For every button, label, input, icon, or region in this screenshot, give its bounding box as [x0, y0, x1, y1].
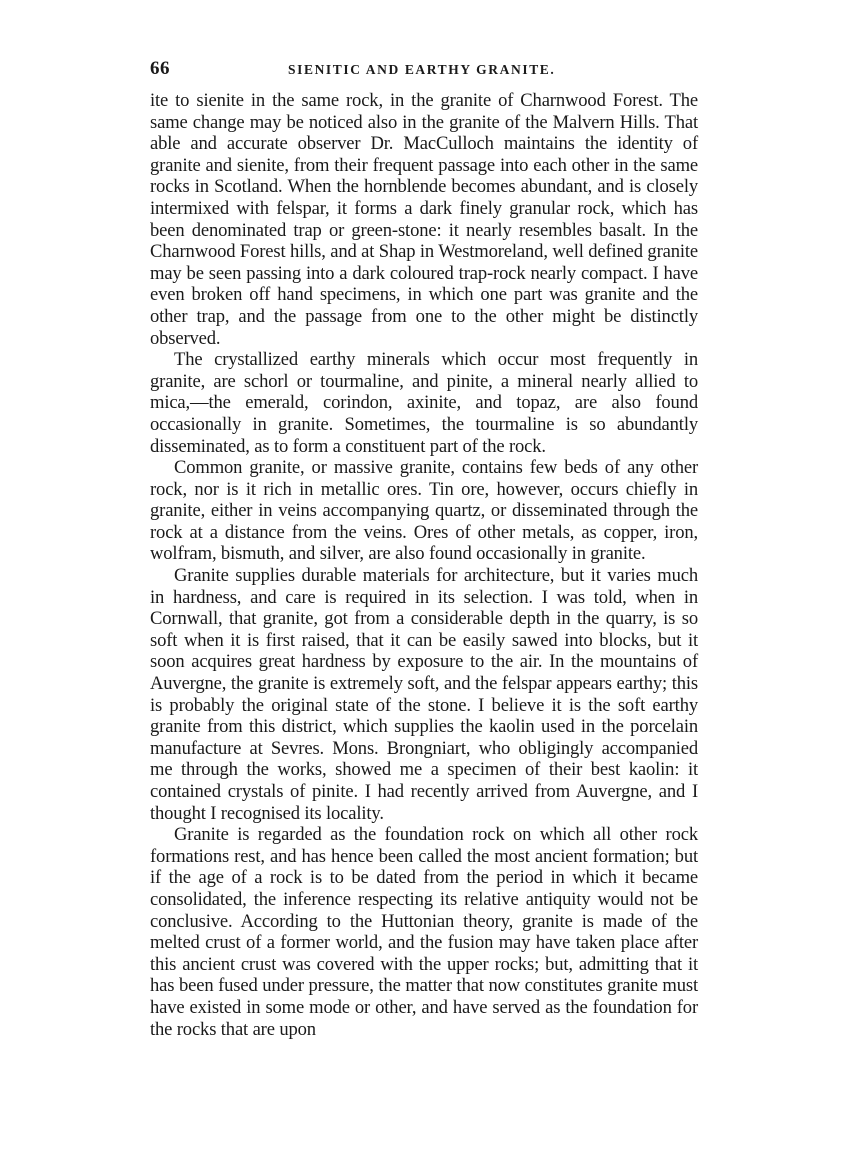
page-number: 66 [150, 58, 170, 79]
paragraph-sienite-transition: ite to sienite in the same rock, in the granite of Charnwood Forest. The same change may be noticed also in the granite of the Malvern Hills. That able and accurate observer Dr. MacCulloch maintains the identity of granite and sienite, from their frequent passage into each other in the same rocks in Scotland. When the hornblende becomes abundant, and is closely intermixed with felspar, it forms a dark finely granular rock, which has been denominated trap or green-stone: it nearly resembles basalt. In the Charnwood Forest hills, and at Shap in Westmoreland, well defined granite may be seen passing into a dark coloured trap-rock nearly compact. I have even broken off hand specimens, in which one part was granite and the other trap, and the passage from one to the other might be distinctly observed. [150, 90, 699, 349]
book-page [150, 58, 698, 1040]
paragraph-foundation-rock: Granite is regarded as the foundation rock on which all other rock formations rest, and has hence been called the most ancient formation; but if the age of a rock is to be dated from the period in which it became consolidated, the inference respecting its relative antiquity would not be conclusive. According to the Huttonian theory, granite is made of the melted crust of a former world, and the fusion may have taken place after this ancient crust was covered with the upper rocks; but, admitting that it has been fused under pressure, the matter that now constitutes granite must have existed in some mode or other, and have served as the foundation for the rocks that are upon [150, 824, 698, 1040]
paragraph-metallic-ores: Common granite, or massive granite, contains few beds of any other rock, nor is it rich in metallic ores. Tin ore, however, occurs chiefly in granite, either in veins accompanying quartz, or disseminated through the rock at a distance from the veins. Ores of other metals, as copper, iron, wolfram, bismuth, and silver, are also found occasionally in granite. [150, 457, 698, 565]
paragraph-earthy-minerals: The crystallized earthy minerals which occur most frequently in granite, are schorl or tourmaline, and pinite, a mineral nearly allied to mica,—the emerald, corindon, axinite, and topaz, are also found occasionally in granite. Sometimes, the tourmaline is so abundantly disseminated, as to form a constituent part of the rock. [150, 349, 698, 457]
paragraph-architecture: Granite supplies durable materials for architecture, but it varies much in hardness, and care is required in its selection. I was told, when in Cornwall, that granite, got from a considerable depth in the quarry, is so soft when it is first raised, that it can be easily sawed into blocks, but it soon acquires great hardness by exposure to the air. In the mountains of Auvergne, the granite is extremely soft, and the felspar appears earthy; this is probably the original state of the stone. I believe it is the soft earthy granite from this district, which supplies the kaolin used in the porcelain manufacture at Sevres. Mons. Brongniart, who obligingly accompanied me through the works, showed me a specimen of their best kaolin: it contained crystals of pinite. I had recently arrived from Auvergne, and I thought I recognised its locality. [150, 565, 698, 824]
running-title: SIENITIC AND EARTHY GRANITE. [288, 62, 556, 77]
running-head [150, 58, 698, 84]
body-text [150, 90, 698, 1040]
